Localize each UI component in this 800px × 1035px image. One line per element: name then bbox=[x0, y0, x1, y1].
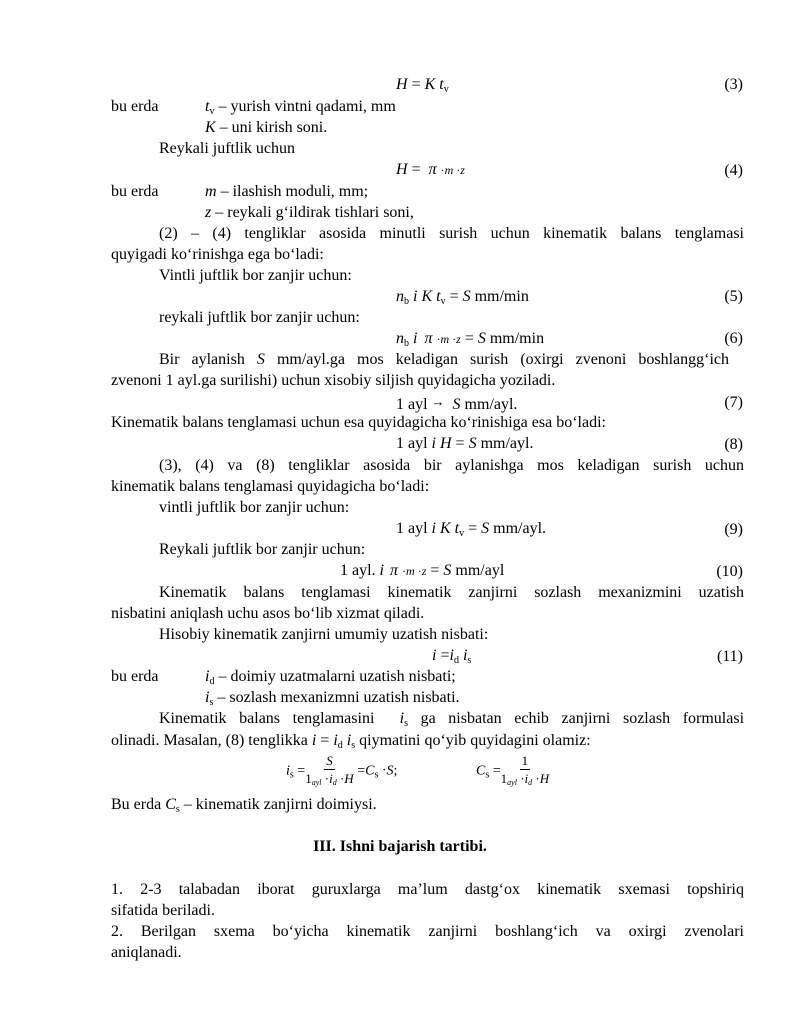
paragraph-7-line-1: Kinematik balans tenglamasini $i_s$ ga nisbatan echib zanjirni sozlash formulasi bbox=[159, 710, 745, 729]
paragraph-5-line-1: Kinematik balans tenglamasi kinematik zanjirni sozlash mexanizmini uzatish bbox=[159, 584, 744, 601]
list-item-2-line-1: 2. Berilgan sxema bo‘yicha kinematik zanjirni boshlang‘ich va oxirgi zvenolari bbox=[111, 923, 744, 940]
eq-number-11: (11) bbox=[716, 648, 743, 665]
paragraph-1-line-2: quyigadi ko‘rinishga ega bo‘ladi: bbox=[111, 246, 324, 263]
reykali-heading-3: Reykali juftlik bor zanjir uchun: bbox=[159, 541, 366, 558]
list-item-2-line-2: aniqlanadi. bbox=[111, 944, 182, 961]
eq-number-7: (7) bbox=[724, 394, 743, 411]
formula-11: $i =i_d$ $i_s$ bbox=[432, 647, 472, 666]
vintli-heading: Vintli juftlik bor zanjir uchun: bbox=[159, 267, 352, 284]
formula-3: H = K $t_v$ bbox=[396, 76, 449, 95]
eq-number-4: (4) bbox=[724, 162, 743, 179]
reykali-heading-2: reykali juftlik bor zanjir uchun: bbox=[159, 309, 360, 326]
paragraph-4-line-1: (3), (4) va (8) tengliklar asosida bir aylanishga mos keladigan surish uchun bbox=[159, 457, 744, 474]
paragraph-1-line-1: (2) – (4) tengliklar asosida minutli surish uchun kinematik balans tenglamasi bbox=[159, 225, 744, 242]
paragraph-4-line-2: kinematik balans tenglamasi quyidagicha bo‘ladi: bbox=[111, 478, 430, 495]
paragraph-6: Hisobiy kinematik zanjirni umumiy uzatish nisbati: bbox=[159, 626, 489, 643]
section-heading: III. Ishni bajarish tartibi. bbox=[313, 838, 487, 855]
formula-is: $i_s$ = $\frac{S}{\text{1ayl ·id ·H}}$ $=C_s \cdot S$; bbox=[286, 753, 398, 787]
formula-10: 1 ayl. i π ·m ·z = S mm/ayl bbox=[340, 562, 505, 579]
eq-number-3: (3) bbox=[724, 76, 743, 93]
paragraph-3: Kinematik balans tenglamasi uchun esa quyidagicha ko‘rinishiga esa bo‘ladi: bbox=[111, 414, 606, 431]
definition-k: K – uni kirish soni. bbox=[205, 119, 328, 136]
bu-erda-label-1: bu erda bbox=[111, 98, 159, 115]
formula-9: 1 ayl i K $t_v = S$ mm/ayl. bbox=[396, 520, 547, 539]
eq-number-6: (6) bbox=[724, 330, 743, 347]
definition-tv: $t_v$ – yurish vintni qadami, mm bbox=[205, 98, 396, 117]
eq-number-5: (5) bbox=[724, 288, 743, 305]
list-item-1-line-2: sifatida beriladi. bbox=[111, 902, 215, 919]
bu-erda-label-3: bu erda bbox=[111, 668, 159, 685]
formula-8: 1 ayl i H = S mm/ayl. bbox=[396, 435, 534, 452]
vintli-heading-2: vintli juftlik bor zanjir uchun: bbox=[159, 499, 350, 516]
formula-4: H = π ·m ·z bbox=[396, 161, 465, 178]
list-item-1-line-1: 1. 2-3 talabadan iborat guruxlarga ma’lum dastg‘ox kinematik sxemasi topshiriq bbox=[111, 881, 744, 898]
formula-6: $n_b$ i π ·m ·z = S mm/min bbox=[396, 330, 545, 349]
paragraph-5-line-2: nisbatini aniqlash uchu asos bo‘lib xizmat qiladi. bbox=[111, 605, 425, 622]
definition-is: $i_s$ – sozlash mexanizmni uzatish nisbati. bbox=[205, 689, 460, 708]
eq-number-9: (9) bbox=[724, 521, 743, 538]
paragraph-2-line-1: Bir aylanish S mm/ayl.ga mos keladigan surish (oxirgi zvenoni boshlangg‘ich bbox=[159, 351, 730, 368]
definition-z: z – reykali g‘ildirak tishlari soni, bbox=[205, 204, 414, 221]
paragraph-7-line-2: olinadi. Masalan, (8) tenglikka $i = i_d$ $i_s$ qiymatini qo‘yib quyidagini olamiz: bbox=[111, 732, 591, 751]
definition-m: m – ilashish moduli, mm; bbox=[205, 183, 369, 200]
paragraph-8: Bu erda $C_s$ – kinematik zanjirni doimiysi. bbox=[111, 796, 377, 815]
eq-number-10: (10) bbox=[716, 563, 743, 580]
formula-7: 1 ayl → S mm/ayl. bbox=[396, 394, 518, 413]
formula-5: $n_b$ i K $t_v = S$ mm/min bbox=[396, 288, 529, 307]
definition-id: $i_d$ – doimiy uzatmalarni uzatish nisbati; bbox=[205, 668, 456, 687]
paragraph-2-line-2: zvenoni 1 ayl.ga surilishi) uchun xisobiy siljish quyidagicha yoziladi. bbox=[111, 372, 556, 389]
formula-cs: $C_s$ = $\frac{1}{\text{1ayl ·id ·H}}$ bbox=[476, 753, 550, 787]
eq-number-8: (8) bbox=[724, 436, 743, 453]
reykali-heading: Reykali juftlik uchun bbox=[159, 140, 295, 157]
bu-erda-label-2: bu erda bbox=[111, 183, 159, 200]
